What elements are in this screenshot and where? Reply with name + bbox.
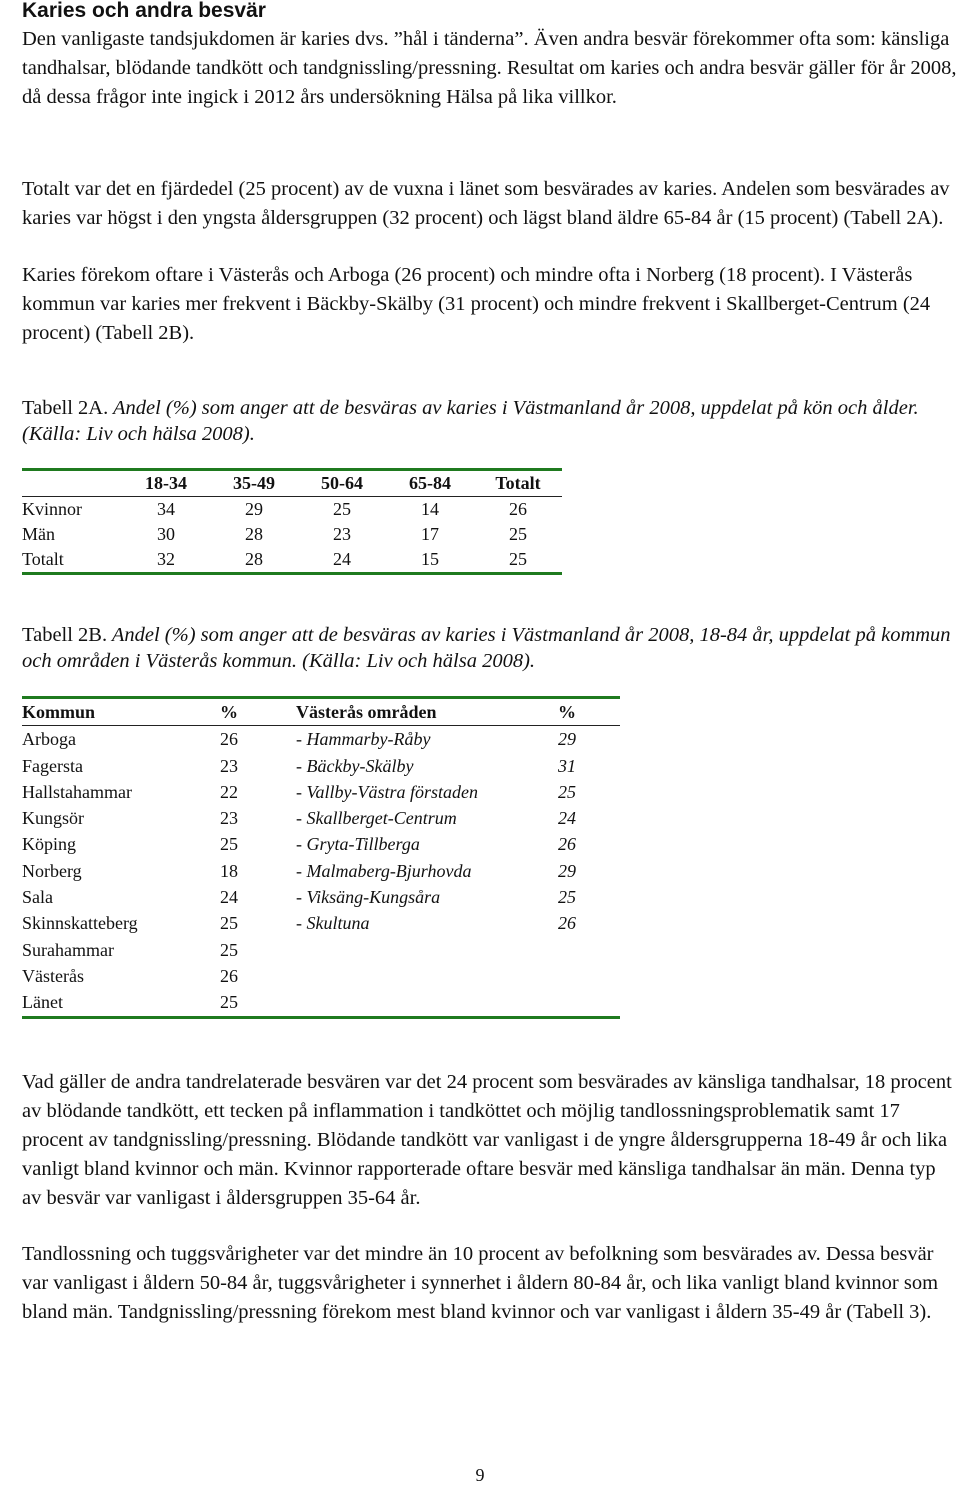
table-cell bbox=[558, 989, 620, 1017]
table-header-row bbox=[22, 470, 562, 497]
table-cell bbox=[296, 989, 558, 1017]
row-label: Fagersta bbox=[22, 755, 83, 776]
table-cell: 31 bbox=[558, 755, 576, 776]
table-2b-caption bbox=[22, 622, 957, 674]
table-cell: 18 bbox=[220, 860, 238, 881]
table-cell: 24 bbox=[220, 887, 238, 908]
table-cell: - Bäckby-Skälby bbox=[296, 755, 414, 776]
table-cell: 29 bbox=[558, 860, 576, 881]
table-cell: 25 bbox=[220, 834, 238, 855]
table-cell: 26 bbox=[220, 965, 238, 986]
table-cell: 26 bbox=[509, 499, 527, 519]
table-cell bbox=[558, 963, 620, 989]
row-label: Länet bbox=[22, 992, 63, 1013]
table-cell: 22 bbox=[220, 781, 238, 802]
table-cell: 24 bbox=[558, 808, 576, 829]
other-complaints-paragraph: Vad gäller de andra tandrelaterade besvären var det 24 procent som besvärades av känsliga tandhalsar, 18 procent av blödande tandkött, ett tecken på inflammation i tandköttet och möjlig tandlossningsproblematik samt 17 procent av tandgnissling/pressning. Blödande tandkött var vanligast i de yngre åldersgrupperna 18-49 år och lika vanligt bland kvinnor och män. Kvinnor rapporterade oftare besvär med känsliga tandhalsar än män. Denna typ av besvär var vanligast i åldersgruppen 35-64 år. bbox=[22, 1071, 952, 1209]
table-row bbox=[22, 910, 620, 936]
table-cell: - Skultuna bbox=[296, 913, 370, 934]
table-cell: - Viksäng-Kungsåra bbox=[296, 887, 441, 908]
table-row bbox=[22, 522, 562, 547]
table-cell bbox=[558, 937, 620, 963]
row-label: Köping bbox=[22, 834, 76, 855]
table-cell: 28 bbox=[245, 549, 263, 569]
table-cell: 25 bbox=[558, 781, 576, 802]
table-2a bbox=[22, 468, 562, 575]
table-cell: 26 bbox=[558, 913, 576, 934]
row-label: Totalt bbox=[22, 549, 64, 569]
table-header-cell: 50-64 bbox=[321, 473, 363, 493]
table-row bbox=[22, 963, 620, 989]
table-cell: 25 bbox=[558, 887, 576, 908]
table-row bbox=[22, 858, 620, 884]
table-cell: - Hammarby-Råby bbox=[296, 729, 431, 750]
table-cell: 23 bbox=[333, 524, 351, 544]
table-header-row bbox=[22, 698, 620, 726]
row-label: Män bbox=[22, 524, 55, 544]
table-cell: 23 bbox=[220, 755, 238, 776]
table-header-cell: Västerås områden bbox=[296, 698, 558, 726]
table-header-cell: % bbox=[220, 698, 296, 726]
table-header-cell: Totalt bbox=[495, 473, 541, 493]
table-cell bbox=[296, 937, 558, 963]
table-cell: 30 bbox=[157, 524, 175, 544]
table-header-cell: 18-34 bbox=[145, 473, 187, 493]
table-cell: 25 bbox=[509, 524, 527, 544]
table-cell: 28 bbox=[245, 524, 263, 544]
table-2b-caption-text: Andel (%) som anger att de besväras av karies i Västmanland år 2008, 18-84 år, uppdelat på kommun och områden i Västerås kommun. (Källa: Liv och hälsa 2008). bbox=[22, 624, 951, 672]
table-cell: 29 bbox=[558, 729, 576, 750]
table-cell: 23 bbox=[220, 808, 238, 829]
row-label: Skinnskatteberg bbox=[22, 913, 138, 934]
table-row bbox=[22, 779, 620, 805]
table-cell: 25 bbox=[509, 549, 527, 569]
row-label: Kungsör bbox=[22, 808, 84, 829]
table-cell: 25 bbox=[220, 913, 238, 934]
table-cell: 24 bbox=[333, 549, 351, 569]
intro-paragraph: Den vanligaste tandsjukdomen är karies dvs. ”hål i tänderna”. Även andra besvär förekommer ofta som: känsliga tandhalsar, blödande tandkött och tandgnissling/pressning. Resultat om karies och andra besvär gäller för år 2008, då dessa frågor inte ingick i 2012 års undersökning Hälsa på lika villkor. bbox=[22, 28, 957, 108]
table-row bbox=[22, 831, 620, 857]
table-header-cell bbox=[22, 470, 122, 497]
tooth-loss-paragraph: Tandlossning och tuggsvårigheter var det mindre än 10 procent av befolkning som besvärades av. Dessa besvär var vanligast i åldern 50-84 år, tuggsvårigheter i synnerhet i åldern 80-84 år, och lika vanligt bland kvinnor som bland män. Tandgnissling/pressning förekom mest bland kvinnor och var vanligast i åldern 35-49 år (Tabell 3). bbox=[22, 1243, 939, 1323]
row-label: Surahammar bbox=[22, 939, 114, 960]
table-cell: 25 bbox=[220, 992, 238, 1013]
table-header-cell: 65-84 bbox=[409, 473, 451, 493]
row-label: Kvinnor bbox=[22, 499, 82, 519]
table-2a-caption-label: Tabell 2A. bbox=[22, 397, 109, 419]
table-header-cell: 35-49 bbox=[233, 473, 275, 493]
table-cell: - Skallberget-Centrum bbox=[296, 808, 457, 829]
table-row bbox=[22, 937, 620, 963]
table-row bbox=[22, 497, 562, 523]
municipality-paragraph: Karies förekom oftare i Västerås och Arboga (26 procent) och mindre ofta i Norberg (18 procent). I Västerås kommun var karies mer frekvent i Bäckby-Skälby (31 procent) och mindre frekvent i Skallberget-Centrum (24 procent) (Tabell 2B). bbox=[22, 264, 931, 344]
table-cell: 34 bbox=[157, 499, 175, 519]
table-cell: - Malmaberg-Bjurhovda bbox=[296, 860, 472, 881]
table-cell bbox=[296, 963, 558, 989]
table-header-cell: Kommun bbox=[22, 698, 220, 726]
table-2b-caption-label: Tabell 2B. bbox=[22, 624, 108, 646]
table-cell: 25 bbox=[333, 499, 351, 519]
caries-paragraph: Totalt var det en fjärdedel (25 procent) av de vuxna i länet som besvärades av karies. Andelen som besvärades av karies var högst i den yngsta åldersgruppen (32 procent) och lägst bland äldre 65-84 år (15 procent) (Tabell 2A). bbox=[22, 178, 950, 229]
table-row bbox=[22, 989, 620, 1017]
row-label: Arboga bbox=[22, 729, 76, 750]
table-row bbox=[22, 805, 620, 831]
page-number: 9 bbox=[475, 1465, 485, 1485]
table-row bbox=[22, 547, 562, 574]
table-cell: 25 bbox=[220, 939, 238, 960]
table-cell: 17 bbox=[421, 524, 439, 544]
table-2b bbox=[22, 696, 620, 1019]
table-header-cell: % bbox=[558, 698, 620, 726]
table-cell: 15 bbox=[421, 549, 439, 569]
table-cell: 29 bbox=[245, 499, 263, 519]
table-cell: 26 bbox=[558, 834, 576, 855]
table-cell: 26 bbox=[220, 729, 238, 750]
row-label: Hallstahammar bbox=[22, 781, 132, 802]
table-2a-caption bbox=[22, 395, 957, 447]
table-cell: 14 bbox=[421, 499, 439, 519]
table-row bbox=[22, 884, 620, 910]
table-cell: - Vallby-Västra förstaden bbox=[296, 781, 478, 802]
section-heading: Karies och andra besvär bbox=[22, 0, 266, 22]
row-label: Norberg bbox=[22, 860, 82, 881]
table-2b-body bbox=[22, 726, 620, 1017]
table-row bbox=[22, 726, 620, 753]
table-cell: - Gryta-Tillberga bbox=[296, 834, 420, 855]
table-cell: 32 bbox=[157, 549, 175, 569]
table-row bbox=[22, 753, 620, 779]
row-label: Västerås bbox=[22, 965, 84, 986]
row-label: Sala bbox=[22, 887, 53, 908]
table-2a-caption-text: Andel (%) som anger att de besväras av karies i Västmanland år 2008, uppdelat på kön och ålder. (Källa: Liv och hälsa 2008). bbox=[22, 397, 919, 445]
